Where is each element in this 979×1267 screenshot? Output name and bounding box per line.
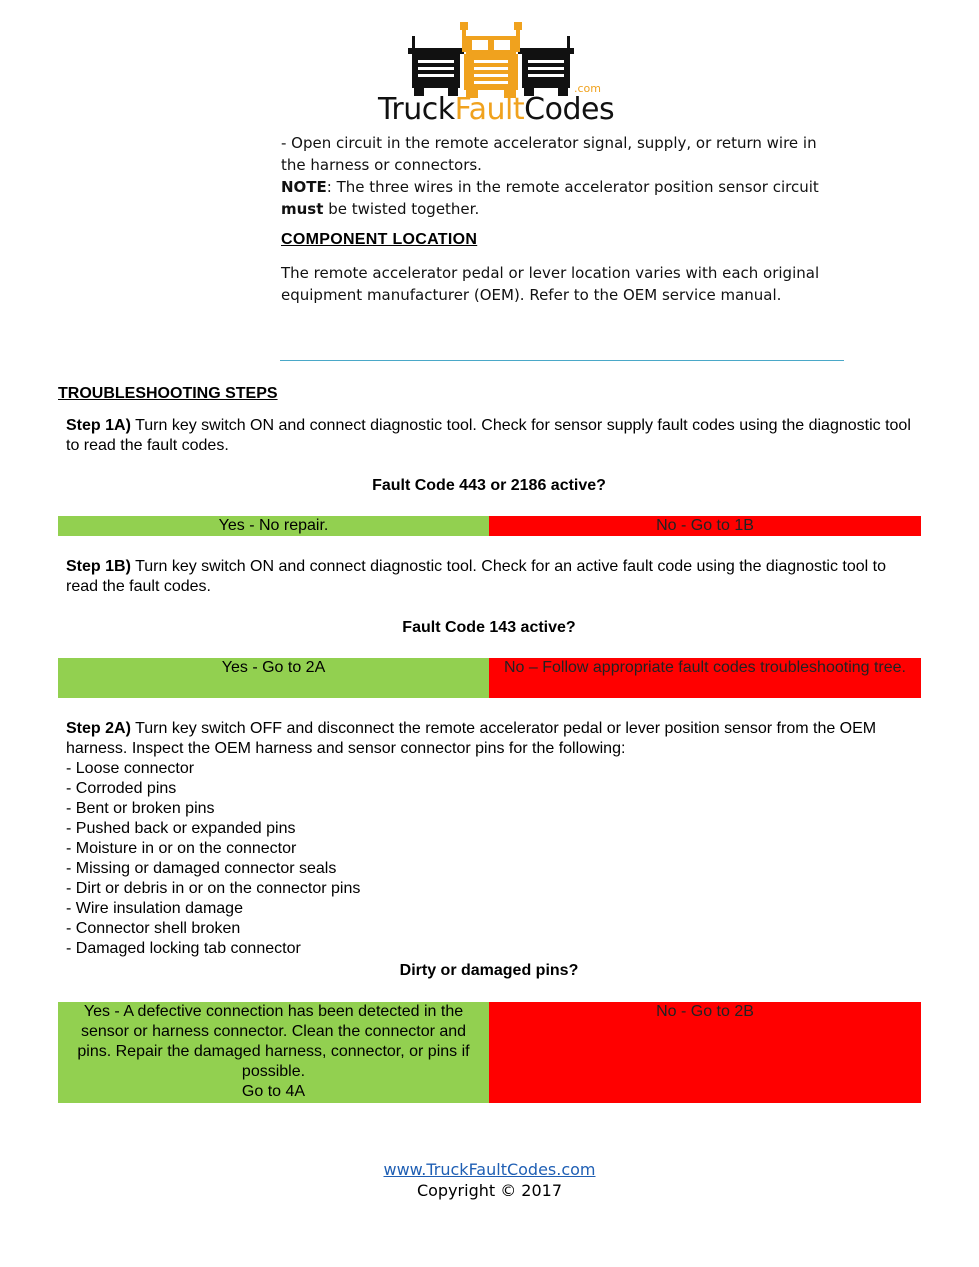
list-item: - Damaged locking tab connector [66,940,301,957]
step-2a [66,719,916,959]
step-1b-label: Step 1B) [66,558,131,575]
footer-website-link[interactable]: www.TruckFaultCodes.com [383,1160,596,1179]
step-2a-label: Step 2A) [66,720,131,737]
step-1a-label: Step 1A) [66,417,131,434]
list-item: - Loose connector [66,760,195,777]
step-1b-answer-row [58,658,921,698]
note-bold: must [281,200,324,218]
step-2a-yes-text: Yes - A defective connection has been detected in the sensor or harness connector. Clean the connector and pins. Repair the damaged harness, connector, or pins if possible. [77,1003,470,1080]
list-item: - Pushed back or expanded pins [66,820,296,837]
logo-wordmark [378,92,615,127]
truck-icon [378,18,604,98]
logo-word-codes: Codes [524,92,615,127]
step-1b-yes: Yes - Go to 2A [58,658,489,698]
note-text: : The three wires in the remote accelerator position sensor circuit [326,178,819,196]
list-item: - Moisture in or on the connector [66,840,297,857]
step-2a-no: No - Go to 2B [489,1002,921,1103]
step-2a-yes [58,1002,489,1103]
step-1a [66,416,916,456]
step-1b-text: Turn key switch ON and connect diagnostic tool. Check for an active fault code using the diagnostic tool to read the fault codes. [66,558,886,595]
step-2a-question: Dirty or damaged pins? [399,962,579,979]
component-location-heading: COMPONENT LOCATION [281,231,478,248]
step-1a-yes: Yes - No repair. [58,516,489,536]
step-2a-text: Turn key switch OFF and disconnect the remote accelerator pedal or lever position sensor from the OEM harness. Inspect the OEM harness and sensor connector pins for the following: [66,720,877,757]
list-item: - Wire insulation damage [66,900,243,917]
step-2a-intro [66,719,916,759]
intro-note [281,176,841,220]
footer-copyright: Copyright © 2017 [416,1181,563,1200]
list-item: - Bent or broken pins [66,800,215,817]
component-location-text: The remote accelerator pedal or lever location varies with each original equipment manufacturer (OEM). Refer to the OEM service manual. [281,264,820,304]
note-end: be twisted together. [323,200,480,218]
step-1b-no: No – Follow appropriate fault codes troubleshooting tree. [489,658,921,698]
note-label: NOTE [281,178,327,196]
logo-com: .com [574,82,601,95]
inspection-list [66,759,916,959]
list-item: - Dirt or debris in or on the connector pins [66,880,361,897]
step-1a-text: Turn key switch ON and connect diagnostic tool. Check for sensor supply fault codes using the diagnostic tool to read the fault codes. [66,417,911,454]
intro-open-circuit: - Open circuit in the remote accelerator signal, supply, or return wire in the harness or connectors. [281,134,817,174]
truckfaultcodes-logo [378,18,615,130]
step-2a-yes-goto: Go to 4A [241,1083,306,1100]
step-1a-no: No - Go to 1B [489,516,921,536]
step-2a-answer-row [58,1002,921,1103]
section-divider [280,360,844,361]
list-item: - Missing or damaged connector seals [66,860,337,877]
list-item: - Corroded pins [66,780,177,797]
step-1b [66,557,916,597]
list-item: - Connector shell broken [66,920,241,937]
step-1b-question: Fault Code 143 active? [402,619,576,636]
troubleshooting-heading: TROUBLESHOOTING STEPS [58,385,278,402]
step-1a-question: Fault Code 443 or 2186 active? [372,477,606,494]
logo-word-fault: Fault [454,92,525,127]
step-1a-answer-row [58,516,921,536]
logo-word-truck: Truck [378,92,455,127]
